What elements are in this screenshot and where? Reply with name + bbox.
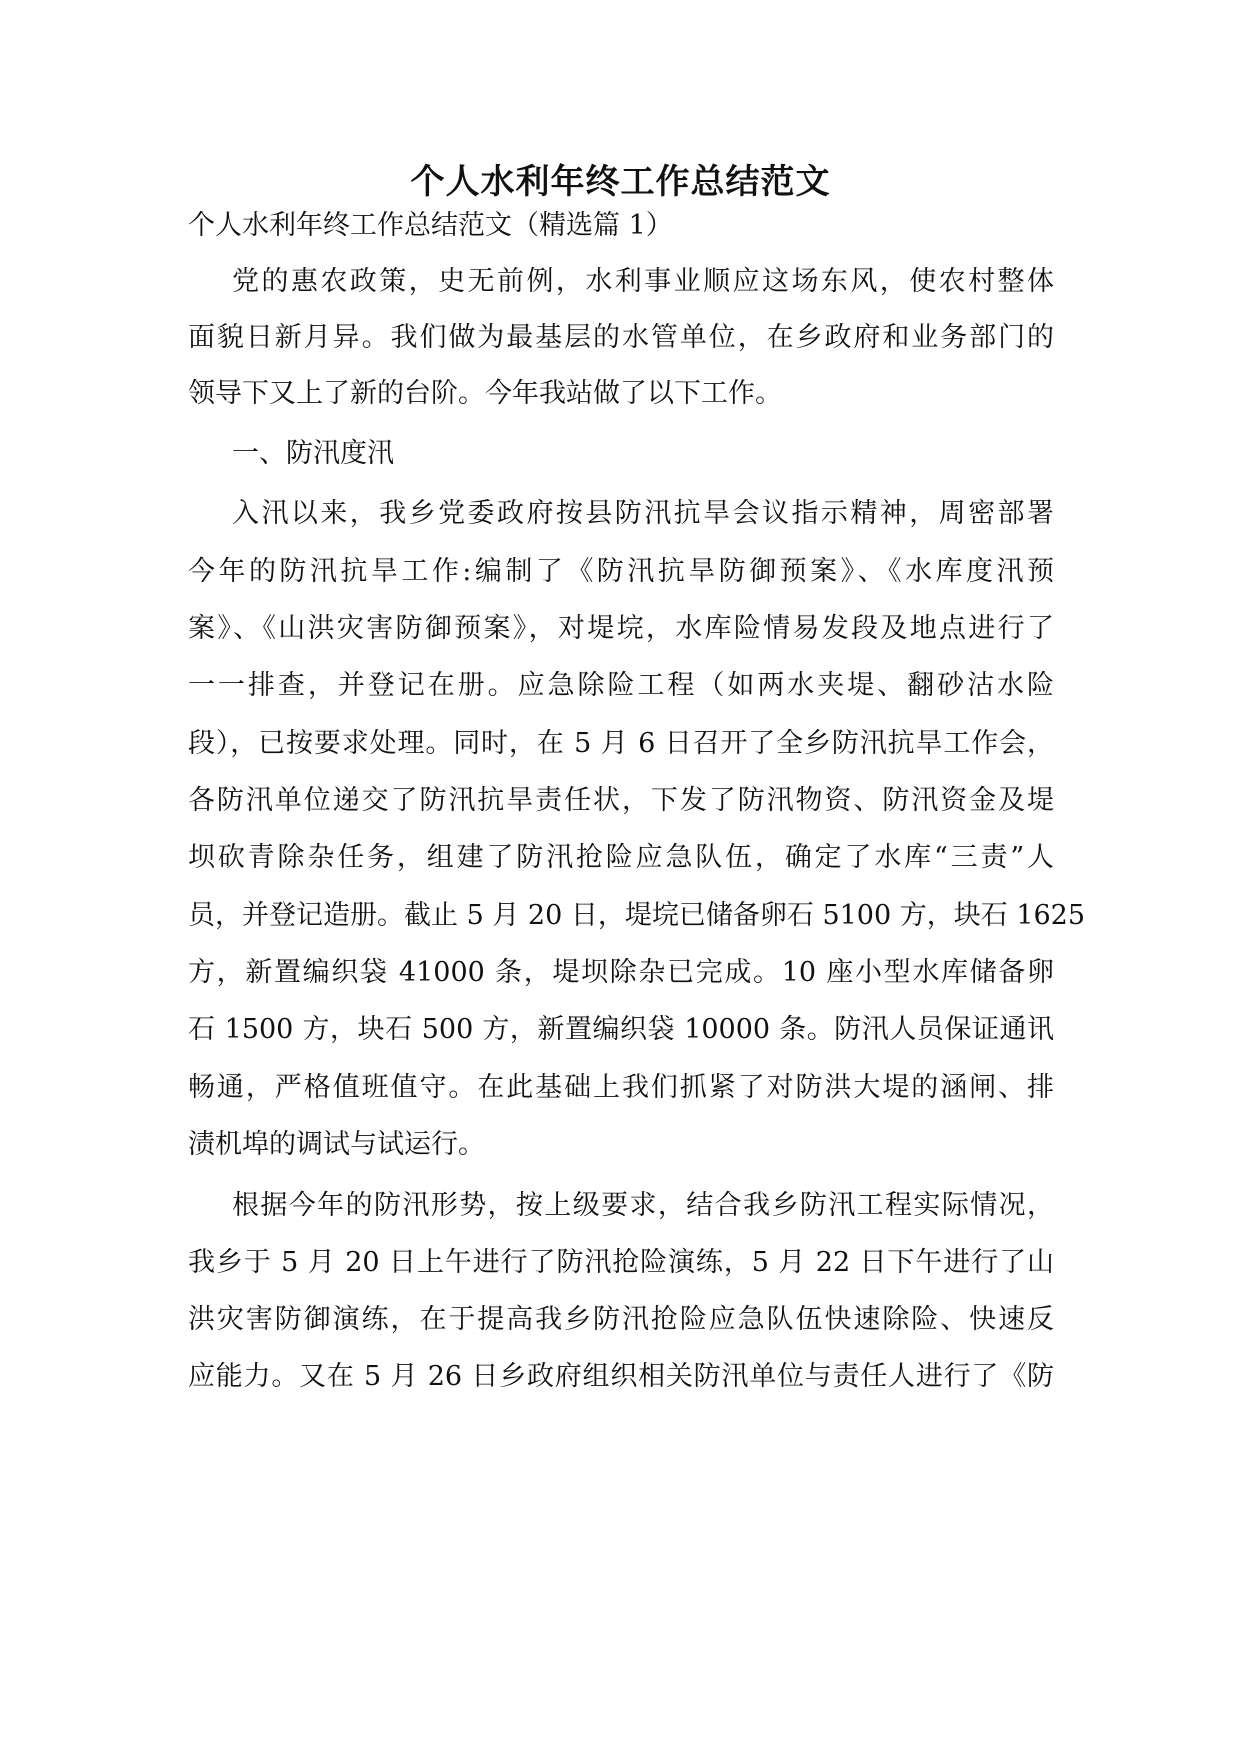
paragraph-line: 根据今年的防汛形势，按上级要求，结合我乡防汛工程实际情况， xyxy=(232,1190,1054,1221)
paragraph-line: 方，新置编织袋 41000 条，堤坝除杂已完成。10 座小型水库储备卵 xyxy=(188,957,1054,988)
paragraph-line: 面貌日新月异。我们做为最基层的水管单位，在乡政府和业务部门的 xyxy=(188,322,1054,353)
paragraph-line: 渍机埠的调试与试运行。 xyxy=(188,1129,485,1160)
paragraph-line: 案》、《山洪灾害防御预案》，对堤垸，水库险情易发段及地点进行了 xyxy=(188,613,1054,644)
paragraph-line: 我乡于 5 月 20 日上午进行了防汛抢险演练，5 月 22 日下午进行了山 xyxy=(188,1247,1054,1278)
paragraph-line: 员，并登记造册。截止 5 月 20 日，堤垸已储备卵石 5100 方，块石 1625 xyxy=(188,900,1086,931)
paragraph-line: 领导下又上了新的台阶。今年我站做了以下工作。 xyxy=(188,378,782,409)
paragraph-line: 坝砍青除杂任务，组建了防汛抢险应急队伍，确定了水库“三责”人 xyxy=(188,842,1054,873)
section-heading: 个人水利年终工作总结范文（精选篇 1） xyxy=(188,210,673,241)
paragraph-line: 各防汛单位递交了防汛抗旱责任状，下发了防汛物资、防汛资金及堤 xyxy=(188,785,1054,816)
paragraph-line: 一一排查，并登记在册。应急除险工程（如两水夹堤、翻砂沽水险 xyxy=(188,670,1054,701)
document-title: 个人水利年终工作总结范文 xyxy=(410,162,831,202)
paragraph-line: 入汛以来，我乡党委政府按县防汛抗旱会议指示精神，周密部署 xyxy=(232,498,1054,529)
paragraph-line: 段），已按要求处理。同时，在 5 月 6 日召开了全乡防汛抗旱工作会， xyxy=(188,728,1054,759)
paragraph-line: 石 1500 方，块石 500 方，新置编织袋 10000 条。防汛人员保证通讯 xyxy=(188,1014,1054,1045)
section-subheading: 一、防汛度汛 xyxy=(232,438,394,469)
paragraph-line: 洪灾害防御演练，在于提高我乡防汛抢险应急队伍快速除险、快速反 xyxy=(188,1304,1054,1335)
paragraph-line: 畅通，严格值班值守。在此基础上我们抓紧了对防洪大堤的涵闸、排 xyxy=(188,1072,1054,1103)
paragraph-line: 今年的防汛抗旱工作:编制了《防汛抗旱防御预案》、《水库度汛预 xyxy=(188,556,1054,587)
paragraph-line: 党的惠农政策，史无前例，水利事业顺应这场东风，使农村整体 xyxy=(232,266,1054,297)
paragraph-line: 应能力。又在 5 月 26 日乡政府组织相关防汛单位与责任人进行了《防 xyxy=(188,1361,1054,1392)
